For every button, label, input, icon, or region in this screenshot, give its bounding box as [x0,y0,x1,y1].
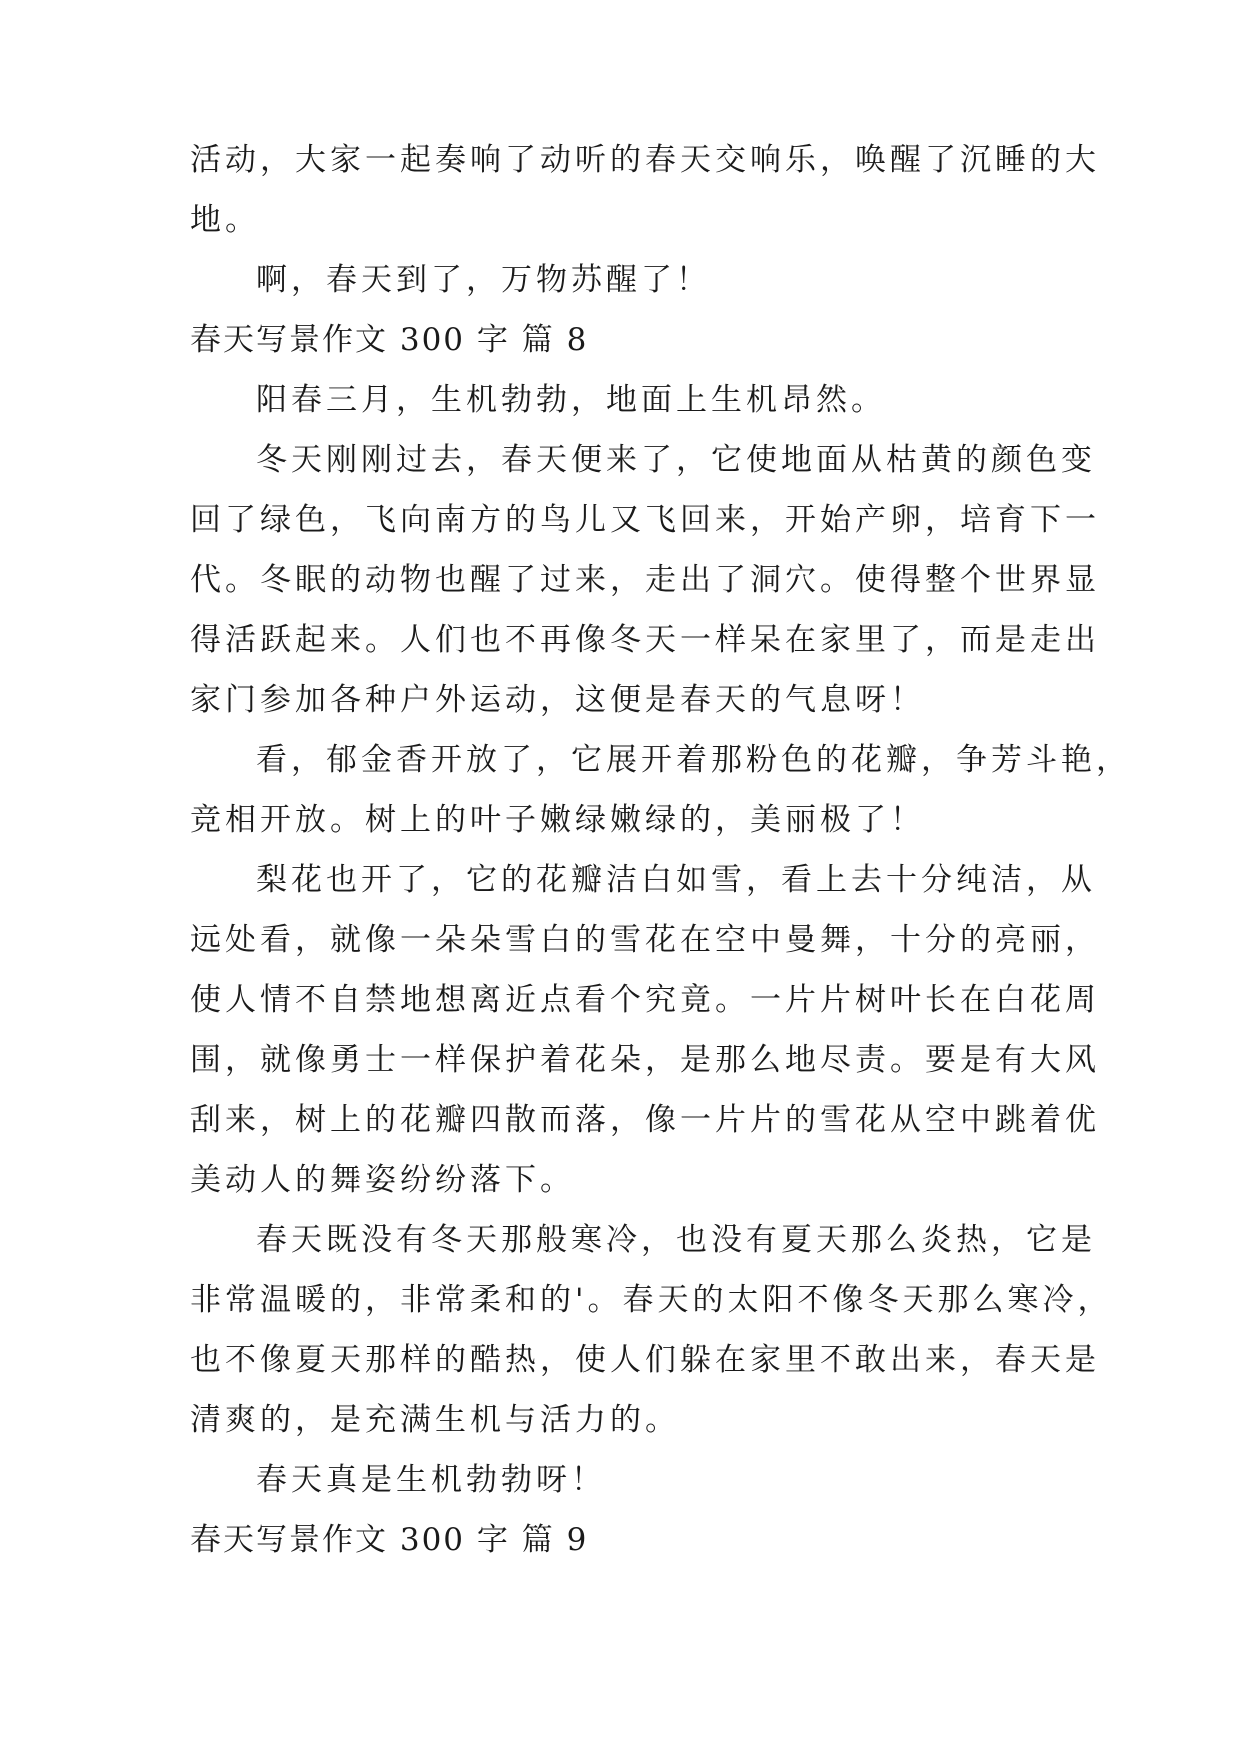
text-line: 活动，大家一起奏响了动听的春天交响乐，唤醒了沉睡的大 [190,142,1100,178]
text-line: 远处看，就像一朵朵雪白的雪花在空中曼舞，十分的亮丽， [190,922,1100,958]
text-line: 竞相开放。树上的叶子嫩绿嫩绿的，美丽极了！ [190,802,925,838]
section-heading: 春天写景作文 300 字 篇 8 [190,322,589,358]
text-line: 看，郁金香开放了，它展开着那粉色的花瓣，争芳斗艳， [256,742,1131,778]
section-heading: 春天写景作文 300 字 篇 9 [190,1522,589,1558]
text-line: 清爽的，是充满生机与活力的。 [190,1402,680,1438]
text-line: 使人情不自禁地想离近点看个究竟。一片片树叶长在白花周 [190,982,1100,1018]
text-line: 梨花也开了，它的花瓣洁白如雪，看上去十分纯洁，从 [256,862,1096,898]
text-line: 刮来，树上的花瓣四散而落，像一片片的雪花从空中跳着优 [190,1102,1100,1138]
text-line: 家门参加各种户外运动，这便是春天的气息呀！ [190,682,925,718]
text-line: 啊，春天到了，万物苏醒了！ [256,262,711,298]
text-line: 得活跃起来。人们也不再像冬天一样呆在家里了，而是走出 [190,622,1100,658]
text-line: 回了绿色，飞向南方的鸟儿又飞回来，开始产卵，培育下一 [190,502,1100,538]
text-line: 春天既没有冬天那般寒冷，也没有夏天那么炎热，它是 [256,1222,1096,1258]
text-line: 也不像夏天那样的酷热，使人们躲在家里不敢出来，春天是 [190,1342,1100,1378]
text-line: 非常温暖的，非常柔和的'。春天的太阳不像冬天那么寒冷， [190,1282,1113,1318]
text-line: 美动人的舞姿纷纷落下。 [190,1162,575,1198]
text-line: 阳春三月，生机勃勃，地面上生机昂然。 [256,382,886,418]
text-line: 围，就像勇士一样保护着花朵，是那么地尽责。要是有大风 [190,1042,1100,1078]
text-line: 春天真是生机勃勃呀！ [256,1462,606,1498]
text-line: 代。冬眠的动物也醒了过来，走出了洞穴。使得整个世界显 [190,562,1100,598]
text-line: 地。 [190,202,260,238]
text-line: 冬天刚刚过去，春天便来了，它使地面从枯黄的颜色变 [256,442,1096,478]
